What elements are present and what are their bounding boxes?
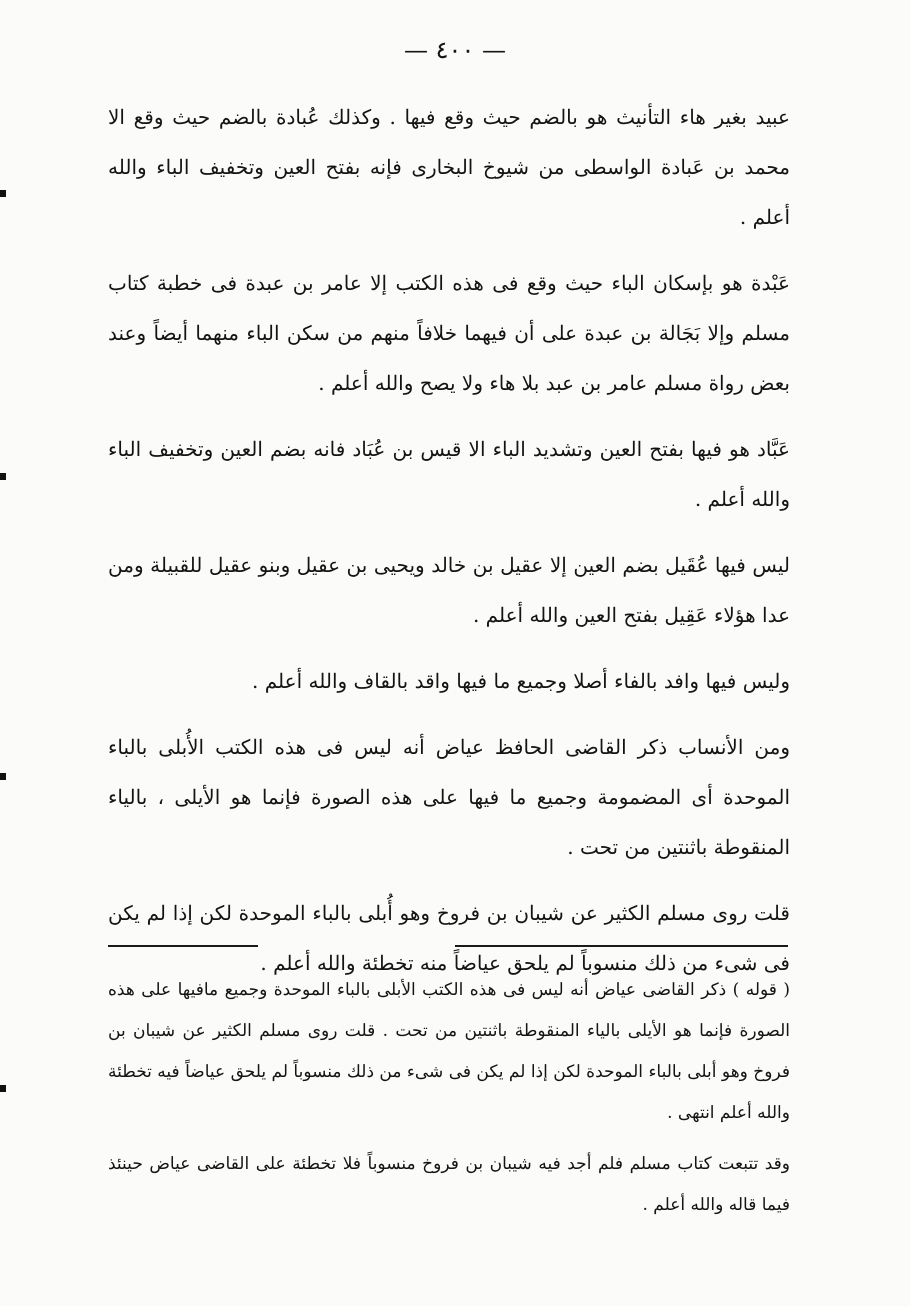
footnotes: [108, 970, 790, 1236]
scan-edge-mark: [0, 773, 6, 780]
paragraph: ليس فيها عُقَيل بضم العين إلا عقيل بن خالد ويحيى بن عقيل وبنو عقيل للقبيلة ومن عدا هؤلاء عَقِيل بفتح العين والله أعلم .: [108, 553, 790, 627]
scan-edge-mark: [0, 1085, 6, 1092]
footnote-paragraph: وقد تتبعت كتاب مسلم فلم أجد فيه شيبان بن فروخ منسوباً فلا تخطئة على القاضى عياض حينئذ فيما قاله والله أعلم .: [108, 1154, 790, 1215]
paragraph: عبيد بغير هاء التأنيث هو بالضم حيث وقع فيها . وكذلك عُبادة بالضم حيث وقع الا محمد بن عَبادة الواسطى من شيوخ البخارى فإنه بفتح العين وتخفيف الباء والله أعلم .: [108, 105, 790, 229]
page-number: — ٤٠٠ —: [404, 36, 506, 64]
footnote-paragraph: ( قوله ) ذكر القاضى عياض أنه ليس فى هذه الكتب الأبلى بالباء الموحدة وجميع مافيها على هذه الصورة فإنما هو الأيلى بالياء المنقوطة باثنتين من تحت . قلت روى مسلم الكثير عن شيبان بن فروخ وهو أبلى بالباء الموحدة لكن إذا لم يكن فى شىء من ذلك منسوباً لم يلحق عياضاً فيه تخطئة والله أعلم انتهى .: [108, 980, 790, 1123]
paragraph: وليس فيها وافد بالفاء أصلا وجميع ما فيها واقد بالقاف والله أعلم .: [252, 669, 790, 693]
paragraph: ومن الأنساب ذكر القاضى الحافظ عياض أنه ليس فى هذه الكتب الأُبلى بالباء الموحدة أى المضمومة وجميع ما فيها على هذه الصورة فإنما هو الأيلى ، بالياء المنقوطة باثنتين من تحت .: [108, 735, 790, 859]
scan-edge-mark: [0, 473, 6, 480]
paragraph: عَبَّاد هو فيها بفتح العين وتشديد الباء الا قيس بن عُبَاد فانه بضم العين وتخفيف الباء والله أعلم .: [108, 437, 790, 511]
paragraph: قلت روى مسلم الكثير عن شيبان بن فروخ وهو أُبلى بالباء الموحدة لكن إذا لم يكن فى شىء من ذلك منسوباً لم يلحق عياضاً منه تخطئة والله أعلم .: [108, 901, 790, 975]
main-text: [108, 92, 790, 1004]
paragraph: عَبْدة هو بإسكان الباء حيث وقع فى هذه الكتب إلا عامر بن عبدة فى خطبة كتاب مسلم وإلا بَجَالة بن عبدة على أن فيهما خلافاً منهم من سكن الباء منهما أيضاً وعند بعض رواة مسلم عامر بن عبد بلا هاء ولا يصح والله أعلم .: [108, 271, 790, 395]
scan-edge-mark: [0, 190, 6, 197]
footnote-divider: [108, 945, 258, 947]
footnote-divider: [455, 945, 788, 947]
